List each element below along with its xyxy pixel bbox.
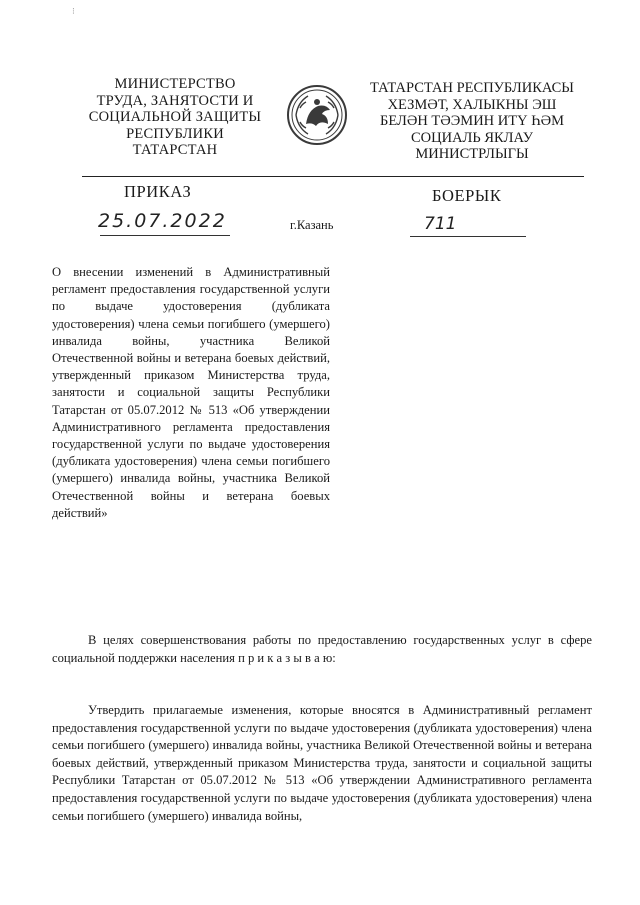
preamble-paragraph — [52, 632, 592, 667]
ministry-line: ТРУДА, ЗАНЯТОСТИ И — [96, 92, 254, 109]
number-underline — [410, 236, 526, 237]
order-title-russian: ПРИКАЗ — [124, 182, 192, 201]
order-title-tatar: БОЕРЫК — [432, 186, 502, 205]
preamble-emphasis: п р и к а з ы в а ю: — [238, 650, 336, 665]
tatarstan-coat-of-arms-icon — [286, 84, 348, 146]
order-number: 711 — [424, 214, 457, 234]
order-subject: О внесении изменений в Административный регламент предоставления государственной услуги по выдаче удостоверения (дубликата удостоверения) члена семьи погибшего (умершего) инвалида войны, участника Великой Отечественной войны и ветерана боевых действий, утвержденный приказом Министерства труда, занятости и социальной защиты Республики Татарстан от 05.07.2012 № 513 «Об утверждении Административного регламента предоставления государственной услуги по выдаче удостоверения (дубликата удостоверения) члена семьи погибшего (умершего) инвалида войны, участника Великой Отечественной войны и ветерана боевых действий» — [52, 265, 330, 520]
ministry-line: БЕЛӘН ТӘЭМИН ИТҮ ҺӘМ — [380, 113, 564, 129]
ministry-line: МИНИСТЕРСТВО — [114, 76, 236, 92]
ministry-line: ХЕЗМӘТ, ХАЛЫКНЫ ЭШ — [387, 96, 557, 113]
order-city: г.Казань — [290, 218, 334, 232]
ministry-line: ТАТАРСТАН — [132, 142, 218, 158]
ministry-line: СОЦИАЛЬ ЯКЛАУ — [411, 129, 533, 146]
ministry-line: РЕСПУБЛИКИ — [126, 125, 224, 142]
ministry-line: ТАТАРСТАН РЕСПУБЛИКАСЫ — [370, 80, 574, 96]
ministry-line: СОЦИАЛЬНОЙ ЗАЩИТЫ — [88, 109, 262, 125]
ministry-line: МИНИСТРЛЫГЫ — [415, 146, 529, 162]
preamble-text: В целях совершенствования работы по предоставлению государственных услуг в сфере социальной поддержки населения — [52, 633, 592, 665]
scan-artifact: ⁝ — [72, 6, 75, 16]
ministry-name-tatar — [362, 80, 582, 163]
date-underline — [100, 235, 230, 236]
order-date: 25.07.2022 — [98, 210, 227, 232]
ministry-name-russian — [80, 76, 270, 159]
order-body-paragraph: Утвердить прилагаемые изменения, которые вносятся в Административный регламент предоставления государственной услуги по выдаче удостоверения (дубликата удостоверения) члена семьи погибшего (умершего) инвалида войны, участника Великой Отечественной войны и ветерана боевых действий, утвержденный приказом Министерства труда, занятости и социальной защиты Республики Татарстан от 05.07.2012 № 513 «Об утверждении Административного регламента предоставления государственной услуги по выдаче удостоверения (дубликата удостоверения) члена семьи погибшего (умершего) инвалида войны, — [52, 703, 592, 823]
header-divider — [82, 176, 584, 177]
